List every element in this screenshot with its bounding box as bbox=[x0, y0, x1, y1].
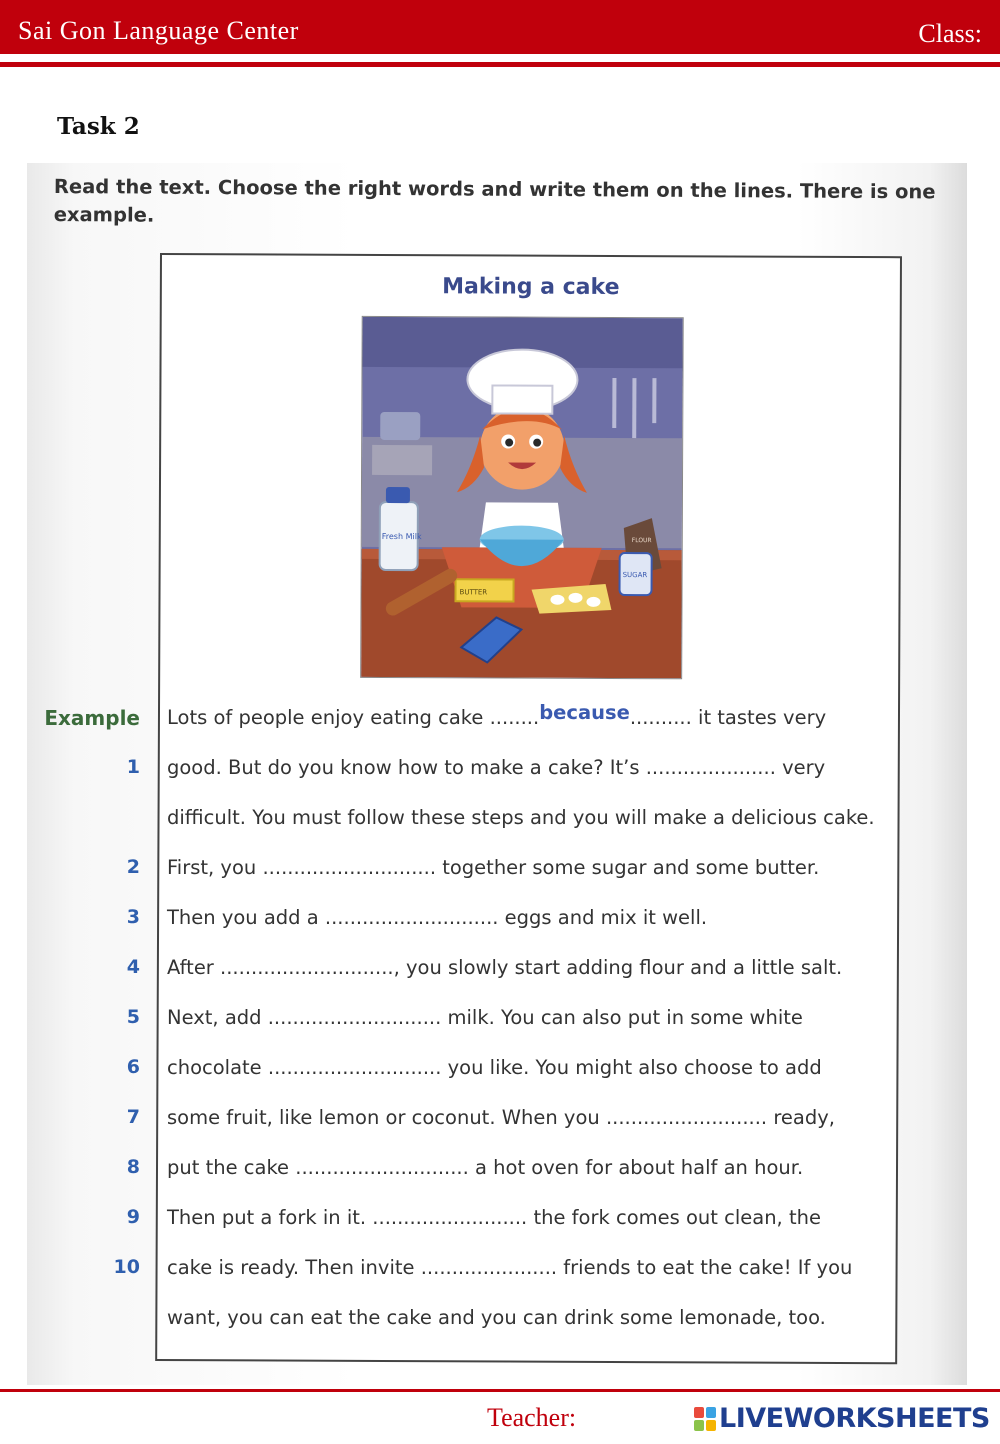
story-row bbox=[27, 698, 967, 738]
row-text: Then you add a ............................ eggs and mix it well. bbox=[167, 906, 708, 929]
row-number: 3 bbox=[126, 906, 140, 928]
story-row bbox=[27, 998, 967, 1038]
story-row bbox=[27, 948, 967, 988]
row-number: 10 bbox=[113, 1256, 140, 1278]
row-text: put the cake ............................ a hot oven for about half an hour. bbox=[167, 1156, 804, 1179]
story-title: Making a cake bbox=[442, 274, 620, 301]
story-row bbox=[27, 1298, 967, 1338]
teacher-label: Teacher: bbox=[487, 1403, 577, 1432]
worksheet-scan bbox=[27, 163, 967, 1385]
answer-blank[interactable]: ...................... bbox=[420, 1256, 558, 1279]
story-row bbox=[27, 798, 967, 838]
row-number: 8 bbox=[126, 1156, 140, 1178]
answer-blank[interactable]: ............................ bbox=[267, 1006, 442, 1029]
butter-label: BUTTER bbox=[459, 588, 488, 597]
row-text: Lots of people enjoy eating cake ........because.......... it tastes very bbox=[167, 701, 827, 729]
row-number: 6 bbox=[126, 1056, 140, 1078]
footer-divider bbox=[0, 1389, 1000, 1392]
answer-blank[interactable]: ............................ bbox=[324, 906, 499, 929]
row-number: 7 bbox=[126, 1106, 140, 1128]
brand-name: LIVEWORKSHEETS bbox=[719, 1403, 990, 1434]
row-text: some fruit, like lemon or coconut. When you .......................... ready, bbox=[167, 1106, 835, 1129]
row-number: Example bbox=[44, 706, 140, 730]
row-text: chocolate ............................ you like. You might also choose to add bbox=[167, 1056, 822, 1079]
story-row bbox=[27, 898, 967, 938]
answer-blank[interactable]: .......................... bbox=[605, 1106, 768, 1129]
answer-blank[interactable]: ............................ bbox=[295, 1156, 469, 1179]
answer-blank[interactable]: ............................ bbox=[267, 1056, 442, 1079]
class-label: Class: bbox=[918, 19, 982, 48]
sugar-label: SUGAR bbox=[622, 571, 648, 580]
story-row bbox=[27, 1248, 967, 1288]
flour-label: FLOUR bbox=[631, 537, 652, 545]
task-title: Task 2 bbox=[57, 113, 140, 140]
row-number: 4 bbox=[126, 956, 140, 978]
row-text: difficult. You must follow these steps and you will make a delicious cake. bbox=[167, 806, 875, 829]
story-row bbox=[27, 748, 967, 788]
center-name: Sai Gon Language Center bbox=[18, 16, 299, 45]
row-text: First, you ............................ together some sugar and some butter. bbox=[167, 856, 820, 879]
story-row bbox=[27, 1048, 967, 1088]
instructions: Read the text. Choose the right words and write them on the lines. There is one example. bbox=[53, 174, 936, 227]
liveworksheets-logo bbox=[694, 1403, 990, 1434]
answer-blank[interactable]: ............................ bbox=[220, 956, 394, 979]
story-row bbox=[27, 848, 967, 888]
answer-blank[interactable]: ............................ bbox=[262, 856, 437, 879]
baking-girl-illustration bbox=[360, 316, 684, 679]
row-text: want, you can eat the cake and you can drink some lemonade, too. bbox=[167, 1306, 826, 1329]
row-text: good. But do you know how to make a cake? It’s ..................... very bbox=[167, 756, 826, 779]
example-answer: because bbox=[539, 701, 630, 724]
row-number: 1 bbox=[126, 756, 140, 778]
header-divider bbox=[0, 62, 1000, 67]
row-text: Then put a fork in it. ......................... the fork comes out clean, the bbox=[167, 1206, 821, 1229]
row-text: After ............................, you slowly start adding flour and a little salt. bbox=[167, 956, 843, 979]
liveworksheets-icon bbox=[694, 1407, 716, 1431]
row-number: 5 bbox=[126, 1006, 140, 1028]
story-row bbox=[27, 1148, 967, 1188]
row-text: cake is ready. Then invite ...................... friends to eat the cake! If you bbox=[167, 1256, 853, 1279]
story-row bbox=[27, 1098, 967, 1138]
row-number: 2 bbox=[126, 856, 140, 878]
answer-blank[interactable]: ......................... bbox=[372, 1206, 528, 1229]
answer-blank[interactable]: ..................... bbox=[645, 756, 776, 779]
row-text: Next, add ............................ milk. You can also put in some white bbox=[167, 1006, 803, 1029]
milk-label: Fresh Milk bbox=[381, 531, 422, 542]
row-number: 9 bbox=[126, 1206, 140, 1228]
story-row bbox=[27, 1198, 967, 1238]
